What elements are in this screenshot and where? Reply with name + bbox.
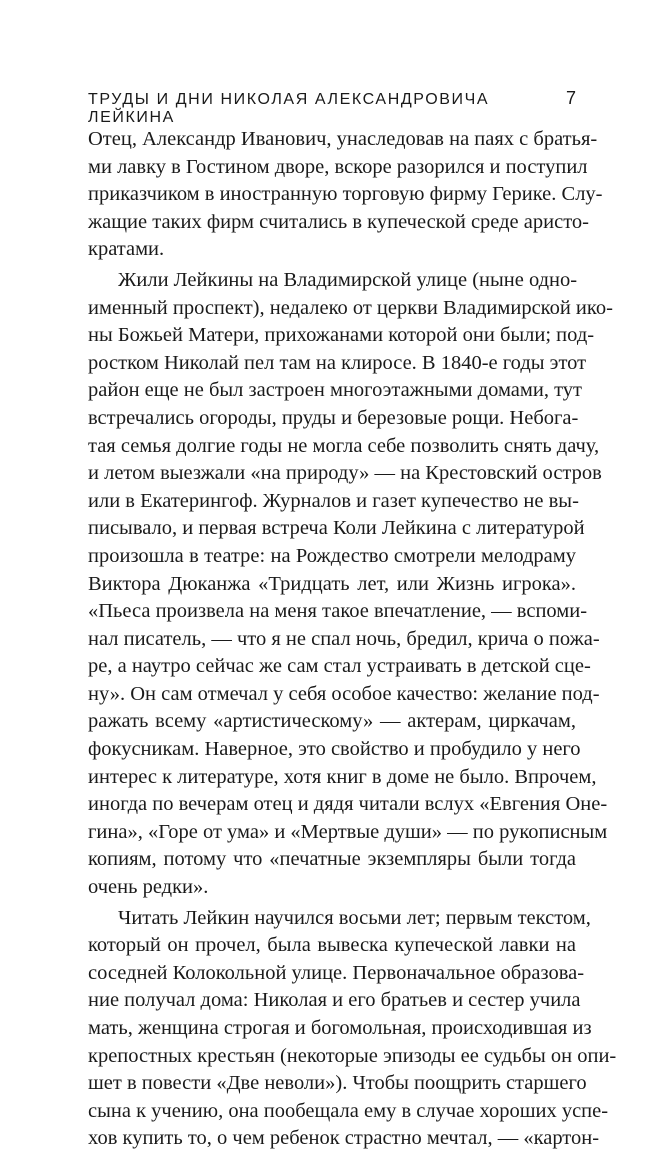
body-text <box>88 126 617 1153</box>
text-line: произошла в театре: на Рождество смотрели мелодраму <box>88 544 576 567</box>
paragraph <box>88 905 617 1153</box>
text-line: район еще не был застроен многоэтажными домами, тут <box>88 379 582 402</box>
text-line: нал писатель, — что я не спал ночь, бредил, крича о пожа- <box>88 627 600 650</box>
text-line: шет в повести «Две неволи»). Чтобы поощрить старшего <box>88 1072 587 1095</box>
text-line: или в Екатерингоф. Журналов и газет купечество не вы- <box>88 489 579 512</box>
text-line: сына к учению, она пообещала ему в случае хороших успе- <box>88 1099 609 1122</box>
text-line: и летом выезжали «на природу» — на Крестовский остров <box>88 462 602 485</box>
running-title: ТРУДЫ И ДНИ НИКОЛАЯ АЛЕКСАНДРОВИЧА ЛЕЙКИНА <box>88 91 490 126</box>
text-line: хов купить то, о чем ребенок страстно мечтал, — «картон- <box>88 1127 600 1150</box>
text-line: который он прочел, была вывеска купеческой лавки на <box>88 934 576 957</box>
running-header <box>88 88 576 127</box>
text-line: мать, женщина строгая и богомольная, происходившая из <box>88 1017 592 1039</box>
page-number: 7 <box>565 88 576 108</box>
text-line: ражать всему «артистическому» — актерам, циркачам, <box>88 710 576 733</box>
text-line: «Пьеса произвела на меня такое впечатление, — вспоми- <box>88 600 588 623</box>
text-line: иногда по вечерам отец и дядя читали вслух «Евгения Оне- <box>88 793 608 816</box>
text-line: жащие таких фирм считались в купеческой среде аристо- <box>88 210 589 233</box>
text-line: интерес к литературе, хотя книг в доме не было. Впрочем, <box>88 765 597 788</box>
text-line: копиям, потому что «печатные экземпляры были тогда <box>88 848 576 871</box>
text-line: ми лавку в Гостином дворе, вскоре разорился и поступил <box>88 155 588 178</box>
text-line: ны Божьей Матери, прихожанами которой они были; под- <box>88 324 595 347</box>
text-line: встречались огороды, пруды и березовые рощи. Небога- <box>88 406 579 429</box>
text-line: крепостных крестьян (некоторые эпизоды ее судьбы он опи- <box>88 1044 617 1067</box>
text-line: писывало, и первая встреча Коли Лейкина с литературой <box>88 517 585 540</box>
text-line: Читать Лейкин научился восьми лет; первым текстом, <box>118 906 591 929</box>
text-line: Жили Лейкины на Владимирской улице (ныне одно- <box>118 268 578 291</box>
text-line: ние получал дома: Николая и его братьев и сестер учила <box>88 989 581 1012</box>
paragraph <box>88 267 613 902</box>
text-line: Виктора Дюканжа «Тридцать лет, или Жизнь игрока». <box>88 572 576 595</box>
text-line: ну». Он сам отмечал у себя особое качество: желание под- <box>88 682 600 705</box>
text-line: очень редки». <box>88 876 209 899</box>
text-line: ре, а наутро сейчас же сам стал устраивать в детской сце- <box>88 655 591 678</box>
text-line: гина», «Горе от ума» и «Мертвые души» — по рукописным <box>88 820 608 843</box>
paragraph <box>88 126 603 264</box>
text-line: Отец, Александр Иванович, унаследовав на паях с братья- <box>88 128 598 150</box>
text-line: тая семья долгие годы не могла себе позволить снять дачу, <box>88 434 600 457</box>
text-line: фокусникам. Наверное, это свойство и пробудило у него <box>88 738 581 761</box>
text-line: ростком Николай пел там на клиросе. В 1840-е годы этот <box>88 351 587 374</box>
text-line: соседней Колокольной улице. Первоначальное образова- <box>88 961 585 984</box>
text-line: кратами. <box>88 238 165 261</box>
text-line: приказчиком в иностранную торговую фирму Герике. Слу- <box>88 183 603 206</box>
text-line: именный проспект), недалеко от церкви Владимирской ико- <box>88 296 613 319</box>
